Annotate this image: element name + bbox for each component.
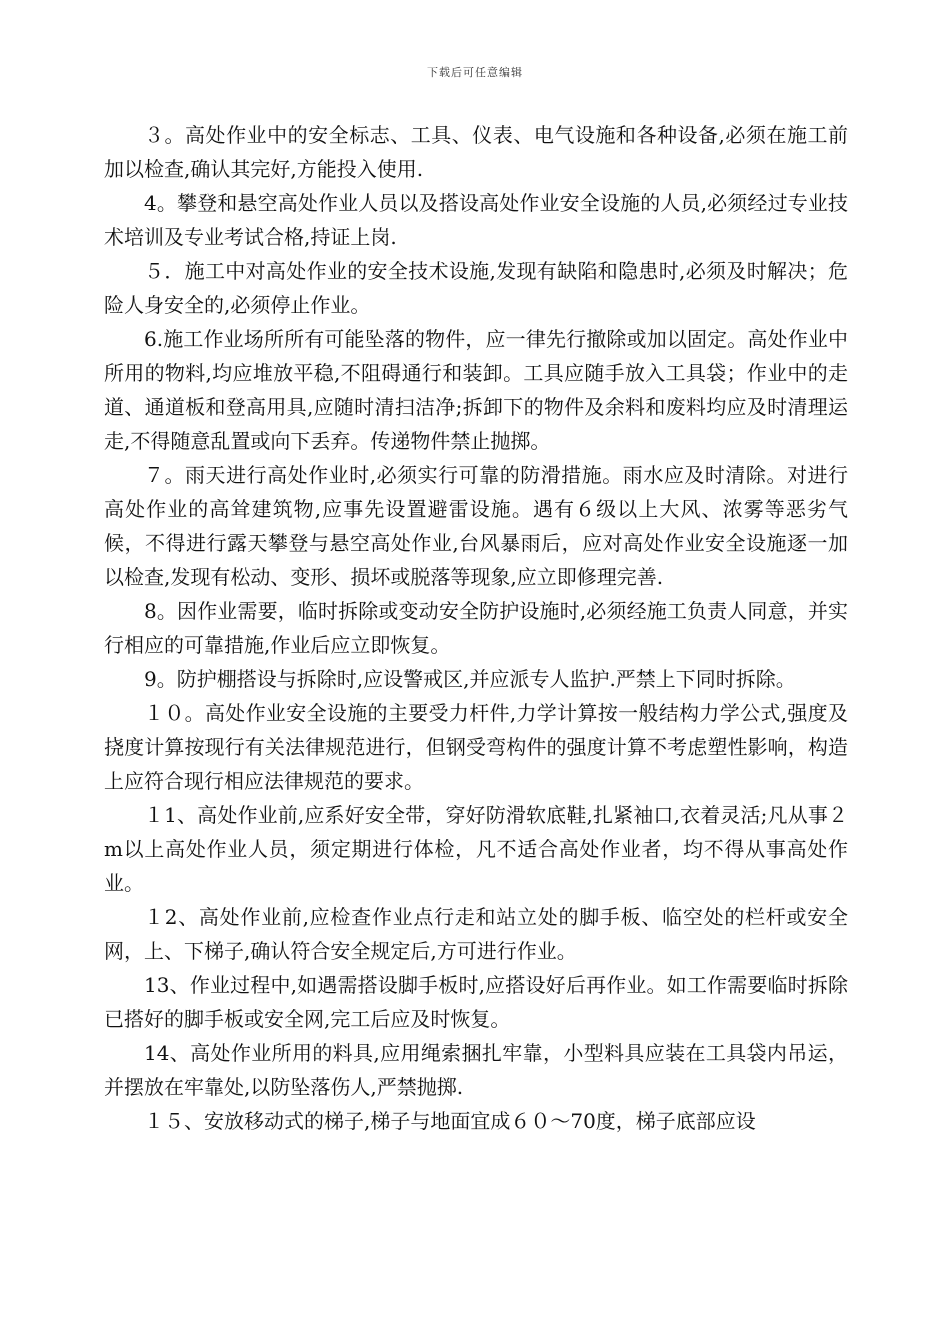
paragraph-item-6: 6.施工作业场所所有可能坠落的物件，应一律先行撤除或加以固定。高处作业中所用的物料,均应堆放平稳,不阻碍通行和装卸。工具应随手放入工具袋；作业中的走道、通道板和登高用具,应随时清扫洁净;拆卸下的物件及余料和废料均应及时清理运走,不得随意乱置或向下丢弃。传递物件禁止抛掷。 — [104, 327, 848, 453]
paragraph-item-3: ３。高处作业中的安全标志、工具、仪表、电气设施和各种设备,必须在施工前加以检查,确认其完好,方能投入使用. — [104, 123, 848, 181]
paragraph-item-11: １1、高处作业前,应系好安全带，穿好防滑软底鞋,扎紧袖口,衣着灵活;凡从事２m以上高处作业人员，须定期进行体检，凡不适合高处作业者，均不得从事高处作业。 — [104, 803, 848, 895]
paragraph-item-15: １５、安放移动式的梯子,梯子与地面宜成６０～70度，梯子底部应设 — [144, 1109, 756, 1133]
paragraph-item-13: 13、作业过程中,如遇需搭设脚手板时,应搭设好后再作业。如工作需要临时拆除已搭好的脚手板或安全网,完工后应及时恢复。 — [104, 973, 848, 1031]
paragraph-item-14: 14、高处作业所用的料具,应用绳索捆扎牢靠，小型料具应装在工具袋内吊运，并摆放在牢靠处,以防坠落伤人,严禁抛掷. — [104, 1041, 848, 1099]
paragraph-item-8: 8。因作业需要，临时拆除或变动安全防护设施时,必须经施工负责人同意，并实行相应的可靠措施,作业后应立即恢复。 — [104, 599, 848, 657]
paragraph-item-4: 4。攀登和悬空高处作业人员以及搭设高处作业安全设施的人员,必须经过专业技术培训及专业考试合格,持证上岗. — [104, 191, 848, 249]
paragraph-item-10: １０。高处作业安全设施的主要受力杆件,力学计算按一般结构力学公式,强度及挠度计算按现行有关法律规范进行，但钢受弯构件的强度计算不考虑塑性影响，构造上应符合现行相应法律规范的要求。 — [104, 701, 848, 793]
paragraph-item-7: ７。雨天进行高处作业时,必须实行可靠的防滑措施。雨水应及时清除。对进行高处作业的高耸建筑物,应事先设置避雷设施。遇有６级以上大风、浓雾等恶劣气候，不得进行露天攀登与悬空高处作业,台风暴雨后，应对高处作业安全设施逐一加以检查,发现有松动、变形、损坏或脱落等现象,应立即修理完善. — [104, 463, 848, 589]
paragraph-item-5: ５．施工中对高处作业的安全技术设施,发现有缺陷和隐患时,必须及时解决；危险人身安全的,必须停止作业。 — [104, 259, 848, 317]
paragraph-item-9: 9。防护棚搭设与拆除时,应设警戒区,并应派专人监护.严禁上下同时拆除。 — [144, 667, 796, 691]
header-note: 下载后可任意编辑 — [427, 66, 523, 79]
document-body — [104, 118, 848, 1138]
paragraph-item-12: １2、高处作业前,应检查作业点行走和站立处的脚手板、临空处的栏杆或安全网，上、下梯子,确认符合安全规定后,方可进行作业。 — [104, 905, 848, 963]
